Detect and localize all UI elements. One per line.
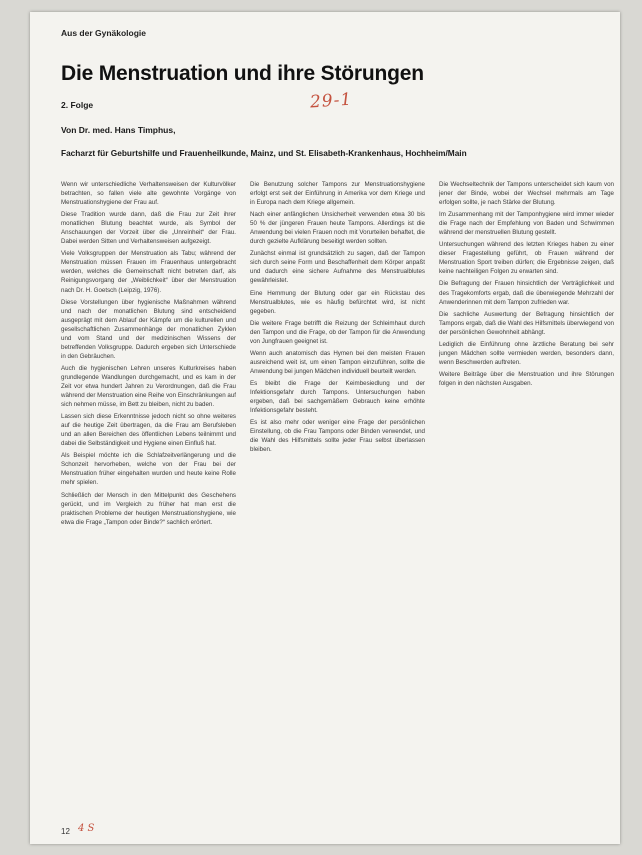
body-paragraph: Diese Tradition wurde dann, daß die Frau zur Zeit ihrer monatlichen Blutung beachtet wurde, als Symbol der Anschauungen der Vorzeit über die „Unreinheit“ der Frau. Dabei werden Sitten und Verhaltensweisen aufgezeigt. xyxy=(61,211,236,246)
author-affiliation: Facharzt für Geburtshilfe und Frauenheilkunde, Mainz, und St. Elisabeth-Krankenhaus, Hochheim/Main xyxy=(61,148,467,158)
body-paragraph: Auch die hygienischen Lehren unseres Kulturkreises haben grundlegende Wandlungen durchgemacht, und es kam in der Zeit vor etwa hundert Jahren zu Verordnungen, daß die Frau während der Menstruation eine Reihe von Einschränkungen auf sich nehmen müsse, im Bett zu bleiben, nicht zu baden. xyxy=(61,364,236,409)
body-paragraph: Viele Volksgruppen der Menstruation als Tabu; während der Menstruation müssen Frauen im Frauenhaus untergebracht werden, welches die Gemeinschaft nicht betreten darf, als Reinigungsvorgang der „Weiblichkeit“ über der Menstruation nach Dr. H. Goetsch (Leipzig, 1976). xyxy=(61,250,236,294)
page-number: 12 xyxy=(61,827,70,836)
text-column-1 xyxy=(61,180,236,820)
author-line: Von Dr. med. Hans Timphus, xyxy=(61,125,176,135)
article-title: Die Menstruation und ihre Störungen xyxy=(61,62,424,85)
body-paragraph: Es ist also mehr oder weniger eine Frage der persönlichen Einstellung, ob die Frau Tampons oder Binden verwendet, und die Wahl des Hilfsmittels sollte jeder Frau selbst überlassen bleiben. xyxy=(250,419,425,454)
body-paragraph: Die Benutzung solcher Tampons zur Menstruationshygiene erfolgt erst seit der Einführung in Amerika vor dem Kriege und in Europa nach dem Kriege allgemein. xyxy=(250,181,425,207)
text-column-3 xyxy=(439,180,614,820)
body-paragraph: Im Zusammenhang mit der Tamponhygiene wird immer wieder die Frage nach der Empfehlung von Baden und Schwimmen während der menstruellen Blutung gestellt. xyxy=(439,211,614,237)
body-paragraph: Die Befragung der Frauen hinsichtlich der Verträglichkeit und des Tragekomforts ergab, daß die überwiegende Mehrzahl der Anwenderinnen mit dem Tampon zufrieden war. xyxy=(439,280,614,306)
body-paragraph: Untersuchungen während des letzten Krieges haben zu einer dieser Fragestellung geführt, ob Frauen während der Menstruation Sport treiben dürfen; die Ergebnisse zeigen, daß keine nachteiligen Folgen zu erwarten sind. xyxy=(439,241,614,276)
body-paragraph: Lassen sich diese Erkenntnisse jedoch nicht so ohne weiteres auf die heutige Zeit übertragen, da die Frau am Berufsleben und an allen Bereichen des öffentlichen Lebens teilnimmt und dabei die Selbständigkeit und Hygiene einen Einfluß hat. xyxy=(61,413,236,448)
body-paragraph: Als Beispiel möchte ich die Schlafzeitverlängerung und die Schonzeit hervorheben, welche von der Frau bei der Menstruation früher eingehalten wurden und heute keine Rolle mehr spielen. xyxy=(61,452,236,487)
body-paragraph: Lediglich die Einführung ohne ärztliche Beratung bei sehr jungen Mädchen sollte vermieden werden, besonders dann, wenn Beschwerden auftreten. xyxy=(439,340,614,366)
body-paragraph: Zunächst einmal ist grundsätzlich zu sagen, daß der Tampon sich durch seine Form und Beschaffenheit dem Körper anpaßt und dadurch eine sichere Aufnahme des Menstrualblutes gewährleistet. xyxy=(250,250,425,285)
text-column-2 xyxy=(250,180,425,820)
body-paragraph: Diese Vorstellungen über hygienische Maßnahmen während und nach der monatlichen Blutung sind entscheidend ausgeprägt mit dem Ablauf der Kämpfe um die kulturellen und gesellschaftlichen Zusammenhänge der monatlichen Zyklen und vom Stand und der medizinischen Wissens der betreffenden Volksgruppe. Dadurch ergeben sich Unterschiede in den Gebräuchen. xyxy=(61,298,236,360)
series-part: 2. Folge xyxy=(61,100,94,110)
body-paragraph: Weitere Beiträge über die Menstruation und ihre Störungen folgen in den nächsten Ausgaben. xyxy=(439,370,614,387)
body-paragraph: Die weitere Frage betrifft die Reizung der Schleimhaut durch den Tampon und die Frage, ob der Tampon für die Anwendung von Jungfrauen geeignet ist. xyxy=(250,319,425,345)
body-paragraph: Wenn wir unterschiedliche Verhaltensweisen der Kulturvölker betrachten, so fallen viele alte gewohnte Vorgänge von Menstruationshygiene der Frau auf. xyxy=(61,181,236,207)
handwritten-page-note: 4 S xyxy=(78,823,95,834)
body-paragraph: Die Wechseltechnik der Tampons unterscheidet sich kaum von jener der Binde, wobei der Wechsel mehrmals am Tage erfolgen sollte, je nach Stärke der Blutung. xyxy=(439,181,614,207)
body-paragraph: Nach einer anfänglichen Unsicherheit verwenden etwa 30 bis 50 % der jüngeren Frauen heute Tampons. Allerdings ist die Anwendung bei vielen Frauen noch mit Vorurteilen behaftet, die durch gezielte Aufklärung beseitigt werden sollten. xyxy=(250,211,425,246)
body-paragraph: Wenn auch anatomisch das Hymen bei den meisten Frauen ausreichend weit ist, um einen Tampon einzuführen, sollte die Anwendung bei jungen Mädchen individuell beurteilt werden. xyxy=(250,349,425,375)
section-label: Aus der Gynäkologie xyxy=(61,28,147,38)
body-paragraph: Schließlich der Mensch in den Mittelpunkt des Geschehens gerückt, und im Vergleich zu früher hat man erst die praktischen Probleme der heutigen Menstruationshygiene, wie etwa die Frage „Tampon oder Binde?“ sachlich erörtert. xyxy=(61,491,236,526)
handwritten-note: 29-1 xyxy=(309,89,353,113)
body-paragraph: Die sachliche Auswertung der Befragung hinsichtlich der Tampons ergab, daß die Wahl des Hilfsmittels überwiegend von der persönlichen Gewohnheit abhängt. xyxy=(439,310,614,336)
body-paragraph: Eine Hemmung der Blutung oder gar ein Rückstau des Menstrualblutes, wie es häufig befürchtet wird, ist nicht gegeben. xyxy=(250,289,425,315)
magazine-page xyxy=(30,12,620,844)
body-paragraph: Es bleibt die Frage der Keimbesiedlung und der Infektionsgefahr durch Tampons. Untersuchungen haben ergeben, daß bei sachgemäßem Gebrauch keine erhöhte Infektionsgefahr besteht. xyxy=(250,379,425,415)
